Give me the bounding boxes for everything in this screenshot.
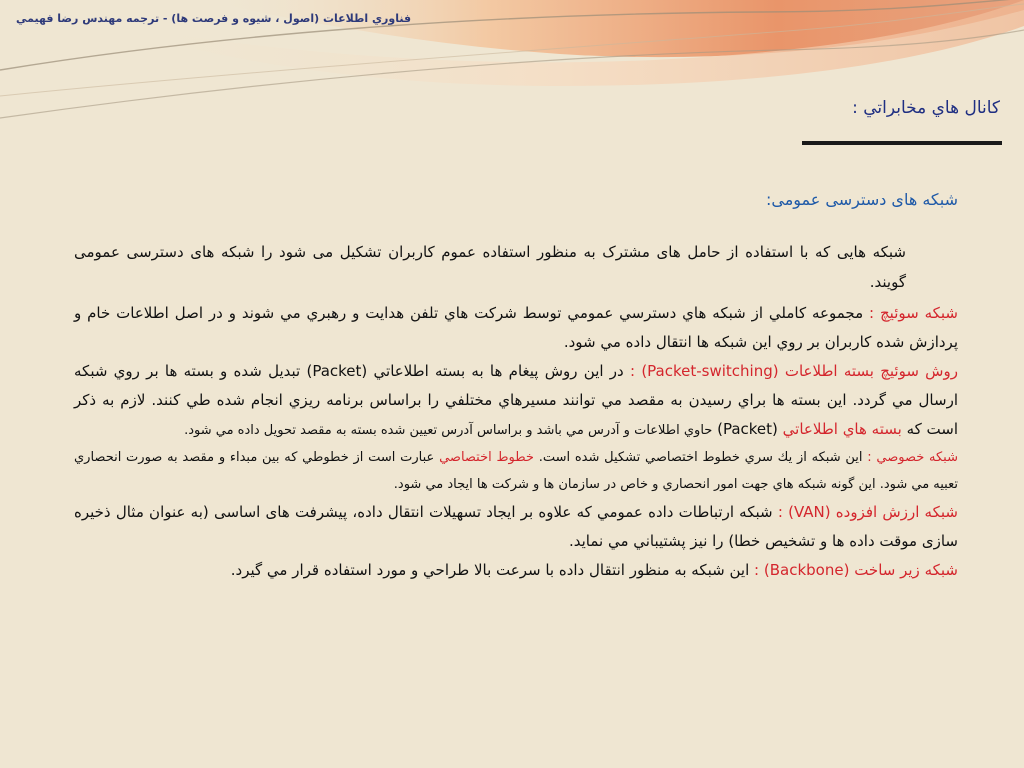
term-van: شبکه ارزش افزوده (VAN) : [777, 503, 958, 521]
term-data-packets: بسته هاي اطلاعاتي [782, 420, 902, 438]
slide-content [74, 190, 958, 585]
paragraph-text: اين شبكه به منظور انتقال داده با سرعت بالا طراحي و مورد استفاده قرار مي گيرد. [230, 561, 755, 579]
paragraph-private-network [74, 444, 958, 498]
intro-paragraph: شبکه هایی که با استفاده از حامل های مشترک به منظور استفاده عموم کاربران تشکیل می شود را شبکه های دسترسی عمومی گویند. [74, 243, 906, 291]
term-switched-network: شبكه سوئيچ : [869, 304, 959, 322]
term-packet-switching: روش سوئيچ بسته اطلاعات (Packet-switching) : [630, 362, 958, 380]
term-private-network: شبكه خصوصي : [867, 450, 958, 465]
paragraph-text: عبارت است از خطوطي كه بين مبداء و مقصد به صورت انحصاري تعبيه مي شود. اين گونه شبكه هاي جهت امور انحصاري و خاص در سازمان ها و شركت ها ايجاد مي شود. [74, 450, 958, 492]
term-dedicated-lines: خطوط اختصاصي [439, 450, 534, 465]
paragraph-backbone [74, 556, 958, 585]
title-underline [802, 141, 1002, 145]
paragraph-text: مجموعه كاملي از شبكه هاي دسترسي عمومي توسط شركت هاي تلفن هدايت و رهبري مي شوند و در اصل اطلاعات خام و پردازش شده كاربران بر روي اين شبكه ها انتقال داده مي شود. [74, 304, 958, 351]
paragraph-text-small: حاوي اطلاعات و آدرس مي باشد و براساس آدرس تعيين شده بسته به مقصد تحويل داده مي شود. [184, 423, 713, 438]
paragraph-van [74, 498, 958, 556]
paragraph-text: اين شبكه از يك سري خطوط اختصاصي تشكيل شده است. [533, 450, 868, 465]
paragraph-text: در اين روش پيغام ها به بسته اطلاعاتي (Packet) تبديل شده و بسته ها بر روي شبكه ارسال مي گردد. اين بسته ها براي رسيدن به مقصد مي توانند مسيرهاي مختلفي را براساس برنامه ريزي انجام شده طي كنند. لازم به ذكر است كه [74, 362, 958, 438]
paragraph-packet-switching [74, 357, 958, 444]
paragraph-switched-network [74, 299, 958, 357]
paragraph-text: شبکه ارتباطات داده عمومي که علاوه بر ايجاد تسهيلات انتقال داده، پيشرفت های اساسی (به عنوان مثال ذخيره سازی موقت داده ها و تشخيص خطا) را نيز پشتيباني مي نمايد. [74, 503, 958, 550]
header-text: فناوري اطلاعات (اصول ، شيوه و فرصت ها) - ترجمه مهندس رضا فهيمي [16, 12, 412, 25]
paragraph-text: (Packet) [712, 420, 783, 438]
section-subheading: شبکه های دسترسی عمومی: [765, 190, 958, 209]
slide-title: كانال هاي مخابراتي : [852, 98, 1000, 118]
term-backbone: شبکه زیر ساخت (Backbone) : [754, 561, 958, 579]
